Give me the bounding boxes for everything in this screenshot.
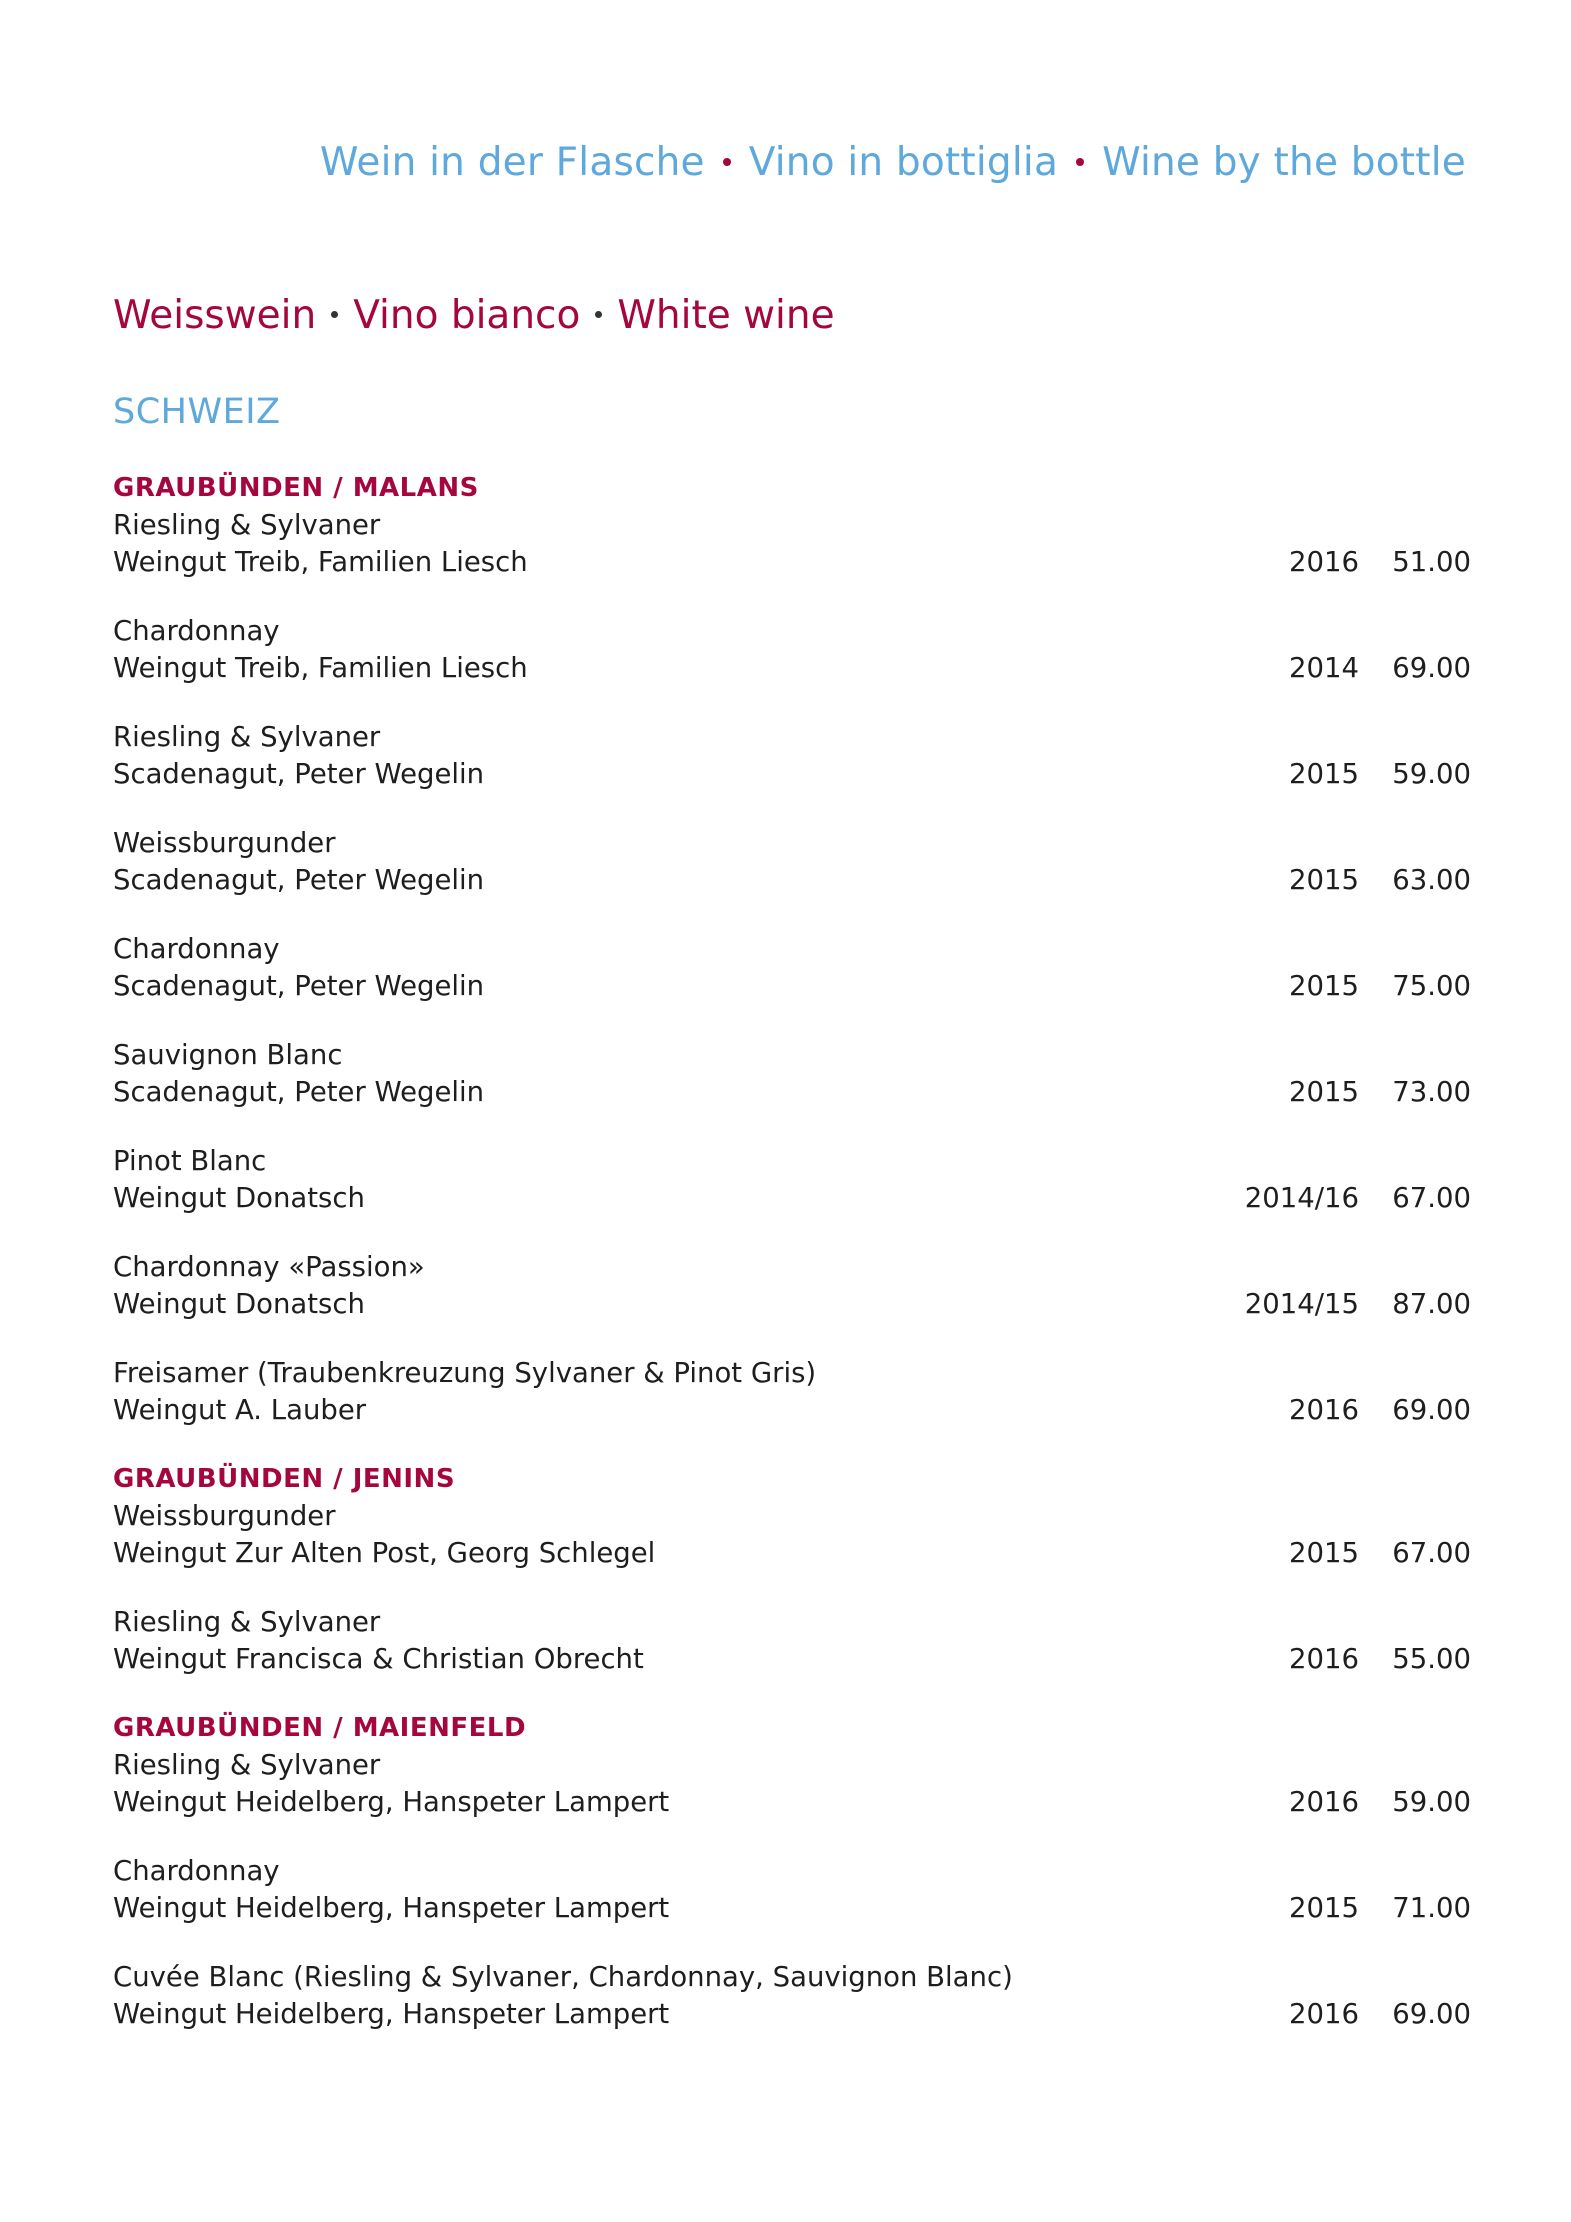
wine-producer: Scadenagut, Peter Wegelin: [113, 864, 485, 896]
wine-price: 69.00: [1392, 652, 1471, 684]
wine-name: Riesling & Sylvaner: [113, 509, 381, 541]
wine-list: [113, 470, 1471, 2033]
wine-price: 87.00: [1392, 1288, 1471, 1320]
wine-vintage: 2016: [1289, 1786, 1359, 1818]
wine-entry: [113, 719, 1471, 793]
title-german: Wein in der Flasche: [319, 140, 705, 185]
wine-vintage: 2015: [1289, 758, 1359, 790]
wine-name: Riesling & Sylvaner: [113, 1606, 381, 1638]
section-title-english: White wine: [617, 293, 835, 338]
wine-name: Riesling & Sylvaner: [113, 721, 381, 753]
wine-price: 51.00: [1392, 546, 1471, 578]
wine-producer: Weingut A. Lauber: [113, 1394, 367, 1426]
title-italian: Vino in bottiglia: [748, 140, 1059, 185]
wine-producer: Weingut Zur Alten Post, Georg Schlegel: [113, 1537, 656, 1569]
section-title: [113, 293, 835, 338]
wine-price: 67.00: [1392, 1182, 1471, 1214]
wine-price: 59.00: [1392, 1786, 1471, 1818]
wine-price: 71.00: [1392, 1892, 1471, 1924]
wine-vintage: 2015: [1289, 1076, 1359, 1108]
wine-name: Riesling & Sylvaner: [113, 1749, 381, 1781]
wine-entry: [113, 1037, 1471, 1111]
wine-price: 69.00: [1392, 1394, 1471, 1426]
wine-vintage: 2014: [1289, 652, 1359, 684]
wine-producer: Weingut Treib, Familien Liesch: [113, 652, 528, 684]
wine-vintage: 2016: [1289, 546, 1359, 578]
wine-entry: [113, 1853, 1471, 1927]
wine-producer: Weingut Heidelberg, Hanspeter Lampert: [113, 1998, 670, 2030]
region-heading: GRAUBÜNDEN / JENINS: [113, 1464, 456, 1494]
wine-name: Weissburgunder: [113, 827, 336, 859]
wine-producer: Weingut Donatsch: [113, 1182, 365, 1214]
title-english: Wine by the bottle: [1102, 140, 1466, 185]
wine-name: Freisamer (Traubenkreuzung Sylvaner & Pinot Gris): [113, 1357, 817, 1389]
wine-entry: [113, 613, 1471, 687]
region-heading: GRAUBÜNDEN / MALANS: [113, 473, 479, 503]
wine-vintage: 2016: [1289, 1394, 1359, 1426]
wine-producer: Weingut Francisca & Christian Obrecht: [113, 1643, 644, 1675]
wine-vintage: 2015: [1289, 864, 1359, 896]
wine-price: 75.00: [1392, 970, 1471, 1002]
wine-vintage: 2016: [1289, 1643, 1359, 1675]
region-heading: GRAUBÜNDEN / MAIENFELD: [113, 1713, 527, 1743]
wine-name: Weissburgunder: [113, 1500, 336, 1532]
wine-entry: [113, 1604, 1471, 1678]
wine-entry: [113, 1355, 1471, 1429]
wine-name: Chardonnay «Passion»: [113, 1251, 425, 1283]
wine-name: Chardonnay: [113, 933, 280, 965]
wine-entry: [113, 507, 1471, 581]
wine-price: 67.00: [1392, 1537, 1471, 1569]
wine-entry: [113, 1959, 1471, 2033]
wine-price: 73.00: [1392, 1076, 1471, 1108]
wine-name: Chardonnay: [113, 1855, 280, 1887]
wine-vintage: 2015: [1289, 1537, 1359, 1569]
wine-producer: Scadenagut, Peter Wegelin: [113, 758, 485, 790]
wine-entry: [113, 1249, 1471, 1323]
wine-vintage: 2014/15: [1244, 1288, 1359, 1320]
separator-dot-icon: [1076, 158, 1084, 166]
wine-entry: [113, 931, 1471, 1005]
wine-producer: Weingut Heidelberg, Hanspeter Lampert: [113, 1892, 670, 1924]
wine-name: Pinot Blanc: [113, 1145, 267, 1177]
wine-vintage: 2016: [1289, 1998, 1359, 2030]
section-title-italian: Vino bianco: [353, 293, 581, 338]
wine-price: 63.00: [1392, 864, 1471, 896]
section-title-german: Weisswein: [113, 293, 317, 338]
wine-producer: Weingut Treib, Familien Liesch: [113, 546, 528, 578]
separator-dot-icon: [331, 311, 338, 318]
wine-entry: [113, 1747, 1471, 1821]
wine-price: 55.00: [1392, 1643, 1471, 1675]
wine-name: Cuvée Blanc (Riesling & Sylvaner, Chardonnay, Sauvignon Blanc): [113, 1961, 1013, 1993]
wine-producer: Weingut Heidelberg, Hanspeter Lampert: [113, 1786, 670, 1818]
wine-producer: Scadenagut, Peter Wegelin: [113, 1076, 485, 1108]
wine-entry: [113, 1143, 1471, 1217]
country-heading: SCHWEIZ: [113, 392, 281, 432]
wine-producer: Scadenagut, Peter Wegelin: [113, 970, 485, 1002]
wine-vintage: 2015: [1289, 1892, 1359, 1924]
wine-vintage: 2014/16: [1244, 1182, 1359, 1214]
wine-price: 69.00: [1392, 1998, 1471, 2030]
wine-name: Sauvignon Blanc: [113, 1039, 343, 1071]
separator-dot-icon: [595, 311, 602, 318]
wine-name: Chardonnay: [113, 615, 280, 647]
page-title: [320, 140, 1466, 185]
wine-entry: [113, 1498, 1471, 1572]
wine-entry: [113, 825, 1471, 899]
wine-price: 59.00: [1392, 758, 1471, 790]
separator-dot-icon: [723, 158, 731, 166]
wine-vintage: 2015: [1289, 970, 1359, 1002]
wine-producer: Weingut Donatsch: [113, 1288, 365, 1320]
